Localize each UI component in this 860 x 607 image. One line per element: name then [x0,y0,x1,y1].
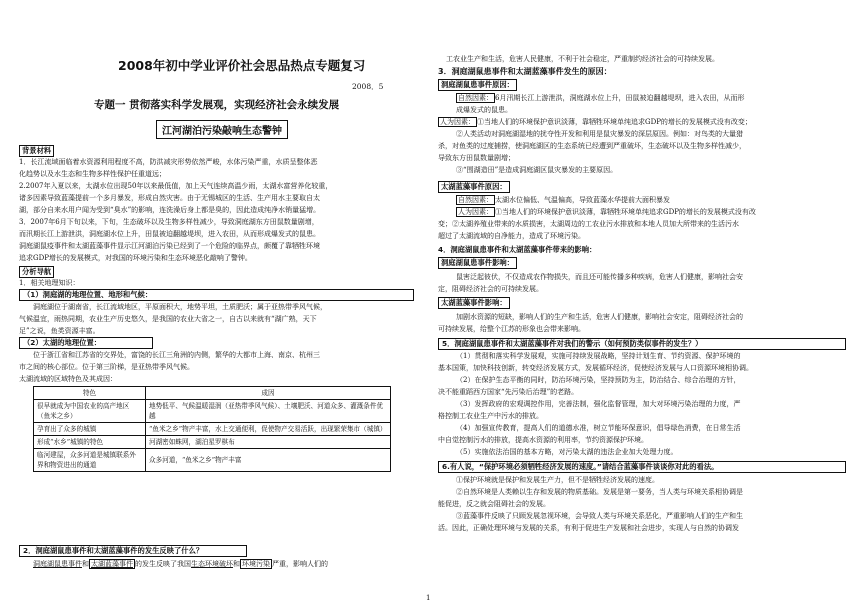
table-cell: 孕育出了众多的城镇 [34,423,146,436]
taihu-natural [456,194,670,206]
reflects-line [33,558,328,570]
boxed-phrase: 环境污染 [242,560,270,568]
text-line: 定，阻碍经济社会的可持续发展。 [438,285,543,293]
table-row [34,400,391,423]
bg-line: 化趋势以及水生态和生物多样性保护任重道远； [19,170,166,178]
table-header: 特色 [34,387,146,400]
boxed-subtitle: 江河湖泊污染敲响生态警钟 [156,120,288,139]
taihu-human-list [438,218,739,242]
human-factor-label: 人为因素： [440,118,475,126]
text-line: ②自然环境是人类赖以生存和发展的物质基础。发展是第一要务，当人类与环境关系相协调是 [456,488,743,496]
dongting-geo-text [19,301,327,337]
dongting-human-list [438,128,746,176]
section-opinion: 6.有人说，“保护环境必须牺牲经济发展的速度。”请结合蓝藻事件谈谈你对此的看法。 [438,461,846,473]
section-warnings: 5．洞庭湖鼠患事件和太湖蓝藻事件对我们的警示（如何预防类似事件的发生？） [438,338,846,350]
text-line: 杀，对鱼类的过度捕捞，使洞庭湖区的生态系统已经遭到严重破坏，生态破坏以及生物多样性减少， [438,142,746,150]
underlined-phrase: 生态环境破坏 [191,560,233,568]
text-line: 太湖流域的区域特色及其成因： [19,375,117,383]
taihu-feature-table [33,386,391,472]
text-line: 位于浙江省和江苏省的交界处，富饶的长江三角洲的内侧，繁华的大都市上海、南京、杭州三 [33,351,320,359]
text-line: 加剧水资源的短缺，影响人们的生产和生活，危害人们健康，影响社会安定，阻碍经济社会的 [456,313,743,321]
topic-title: 专题一 贯彻落实科学发展观，实现经济社会永续发展 [94,99,340,111]
table-cell: 河湖密如蛛网，湖泊星罗棋布 [146,436,391,449]
taihu-cause-label: 太湖蓝藻事件原因： [438,181,510,193]
text-line: ③蓝藻事件反映了只顾发展忽视环境，会导致人类与环境关系恶化，严重影响人们的生产和生 [456,512,743,520]
text-line: ①保护环境就是保护和发展生产力，但不是牺牲经济发展的速度。 [456,476,659,484]
text-line: 洞庭湖位于湖南省，长江流域地区，平原面积大，地势平坦，土质肥沃；属于亚热带季风气候， [33,303,327,311]
bg-line: 3．2007年6月下旬以来，下旬，生态破坏以及生物多样性减少，导致洞庭湖东方田鼠数量剧增， [19,218,319,226]
text-line: 基本国策，加快科技创新，转变经济发展方式，发展循环经济，促使经济发展与人口资源环境相协调。 [438,364,753,372]
taihu-human [456,206,756,218]
natural-factor-label: 自然因素： [458,94,493,102]
text-line: 可持续发展，给整个江苏的形象也会带来影响。 [438,325,585,333]
opinion-text [438,474,743,534]
section-dongting-geo: （1）洞庭湖的地理位置、地形和气候： [19,289,414,301]
text-line: 中自觉控制污水的排放，提高水资源的利用率，节约资源保护环境。 [438,436,648,444]
taihu-geo-text [19,349,320,385]
natural-factor-label: 自然因素： [458,196,493,204]
text-line: 活。因此，正确处理环境与发展的关系，有利于促进生产发展和社会进步，实现人与自然的协调发 [438,524,739,532]
text-line: （3）发挥政府的宏观调控作用，完善法制，强化监督管理，加大对环境污染治理的力度，严 [456,400,741,408]
bg-line: 1．长江流域面临着水资源利用程度不高，防洪减灾形势依然严峻，水体污染严重，水质呈整体恶 [19,158,318,166]
text-line: 格控制工农业生产中污水的排放。 [438,412,543,420]
bg-line: 追求GDP增长的发展模式，对我国的环境污染和生态环境恶化敲响了警钟。 [19,254,252,262]
related-knowledge: 1．相关地理知识： [19,279,80,287]
text-span: 6月汛期长江上游泄洪，洞庭湖水位上升，田鼠被迫翻越堤坝，进入农田，从而形 [495,94,745,102]
table-cell: 临河建屋，众多河道是城镇联系外界和物资进出的通道 [34,449,146,472]
text-line: （1）贯彻和落实科学发展观，实施可持续发展战略，坚持计划生育、节约资源、保护环境的 [456,352,741,360]
text-span: 的发生反映了我国 [135,560,191,568]
text-span: 严重，影响人们的 [272,560,328,568]
text-line: （4）加强宣传教育，提高人们的道德水准，树立节能环保意识，倡导绿色消费，在日常生活 [456,424,741,432]
document-date: 2008．5 [352,82,384,91]
table-cell: 地势低平、气候温暖湿润（亚热带季风气候）、土壤肥沃、河道众多、灌溉条件优越 [146,400,391,423]
text-line: 决不能重蹈西方国家“先污染后治理”的老路。 [438,388,579,396]
taihu-impact-label: 太湖蓝藻事件影响： [438,297,510,309]
warnings-text [438,350,753,458]
taihu-impact-text [438,311,743,335]
table-cell: “鱼米之乡”物产丰富，水上交通便利，促使物产交易活跃，出现繁荣集市（城镇） [146,423,391,436]
table-cell: 形成“水乡”城镇的特色 [34,436,146,449]
human-factor-label: 人为因素： [458,208,493,216]
causes-heading: 3．洞庭湖鼠患事件和太湖蓝藻事件发生的原因： [438,67,612,76]
text-line: 导致东方田鼠数量剧增； [438,154,515,162]
analysis-heading: 分析导航 [19,266,54,278]
table-header: 成因 [146,387,391,400]
bg-line: 而汛期长江上游泄洪，洞庭湖水位上升，田鼠被迫翻越堤坝，进入农田，从而形成爆发式的鼠患。 [19,230,320,238]
text-line: （5）实施依法治国的基本方略，对污染太湖的违法企业加大处理力度。 [456,448,678,456]
table-cell: 众多河道，“鱼米之乡”物产丰富 [146,449,391,472]
text-line: ③“围湖造田”是造成洞庭湖区鼠灾暴发的主要原因。 [456,166,618,174]
text-line: 鼠害泛起彼伏，不仅造成农作物损失，而且还可能传播多种疾病，危害人们健康，影响社会安 [456,273,743,281]
impacts-heading: 4．洞庭湖鼠患事件和太湖蓝藻事件带来的影响： [438,245,597,254]
text-line: ②人类活动对洞庭湖湿地的扰夺性开发和利用是鼠灾暴发的深层原因。例如：对鸟类的大量猎 [456,130,743,138]
continued-text: 工农业生产和生活，危害人民健康，不利于社会稳定，严重制约经济社会的可持续发展。 [446,55,719,63]
text-span: 和 [233,560,240,568]
text-span: ①当地人们的环境保护意识淡薄，靠牺牲环境单纯追求GDP的增长的发展模式没有改变； [477,118,752,126]
dongting-human [438,116,752,128]
page-number: 1 [426,594,431,602]
text-line: 市之间的核心部位。位于第三阶梯，是亚热带季风气候。 [19,363,194,371]
dongting-natural [456,92,744,104]
section-what-reflects: 2．洞庭湖鼠患事件和太湖蓝藻事件的发生反映了什么？ [19,545,247,557]
text-line: 足”之说，鱼类资源丰富。 [19,327,100,335]
table-cell: 很早就成为中国农业的高产地区（鱼米之乡） [34,400,146,423]
dongting-cause-label: 洞庭湖鼠患事件原因： [438,79,517,91]
background-heading: 背景材料 [19,145,54,157]
text-span: ①当地人们的环境保护意识淡薄，靠牺牲环境单纯追求GDP的增长的发展模式没有改 [495,208,756,216]
underlined-phrase: 洞庭湖鼠患事件 [33,560,82,568]
text-span: 和 [82,560,89,568]
table-row [34,436,391,449]
dongting-impact-label: 洞庭湖鼠患事件影响： [438,257,517,269]
dongting-impact-text [438,271,743,295]
bg-line: 2.2007年入夏以来，太湖水位出现50年以来最低值，加上天气连续高温少雨，太湖水富营养化较重， [19,182,333,190]
text-line: 能促进，反之就会阻碍社会的发展。 [438,500,550,508]
table-row [34,423,391,436]
section-taihu-geo: （2）太湖的地理位置： [19,337,153,349]
text-line: 变；②太湖养殖业带来的水质损害，太湖周边的工农业污水排放和本地人员加大所带来的生活污水 [438,220,739,228]
dongting-natural-cont: 成爆发式的鼠患。 [456,106,512,114]
bg-line: 洞庭湖鼠疫事件和太湖蓝藻事件显示江河湖泊污染已经到了一个危险的临界点，颇覆了靠牺牲环境 [19,242,320,250]
bg-line: 诸多因素导致蓝藻提前一个多月暴发，形成自然灾害。由于无锡城区的生活、生产用水主要取自太 [19,194,320,202]
text-line: （2）在保护生态平衡的同时，防治环境污染，坚持预防为主，防治结合、综合治理的方针， [456,376,741,384]
table-row [34,449,391,472]
text-line: 超过了太湖流域的自净能力，造成了环境污染。 [438,232,585,240]
text-line: 气候温宜，雨热同期，农业生产历史悠久，是我国的农业大省之一，自古以来就有“湖广熟，天下 [19,315,317,323]
background-text [19,156,332,264]
boxed-phrase: 太湖蓝藻事件 [91,560,133,568]
table-header-row [34,387,391,400]
bg-line: 湖，部分自来水用户闻为受到“臭水”的影响，连洗澡后身上都是臭的，因此造成纯净水销量猛增。 [19,206,321,214]
document-title: 2008年初中学业评价社会思品热点专题复习 [118,58,366,73]
text-span: 太湖水位偏低、气温偏高，导致蓝藻水华提前大面积暴发 [495,196,670,204]
